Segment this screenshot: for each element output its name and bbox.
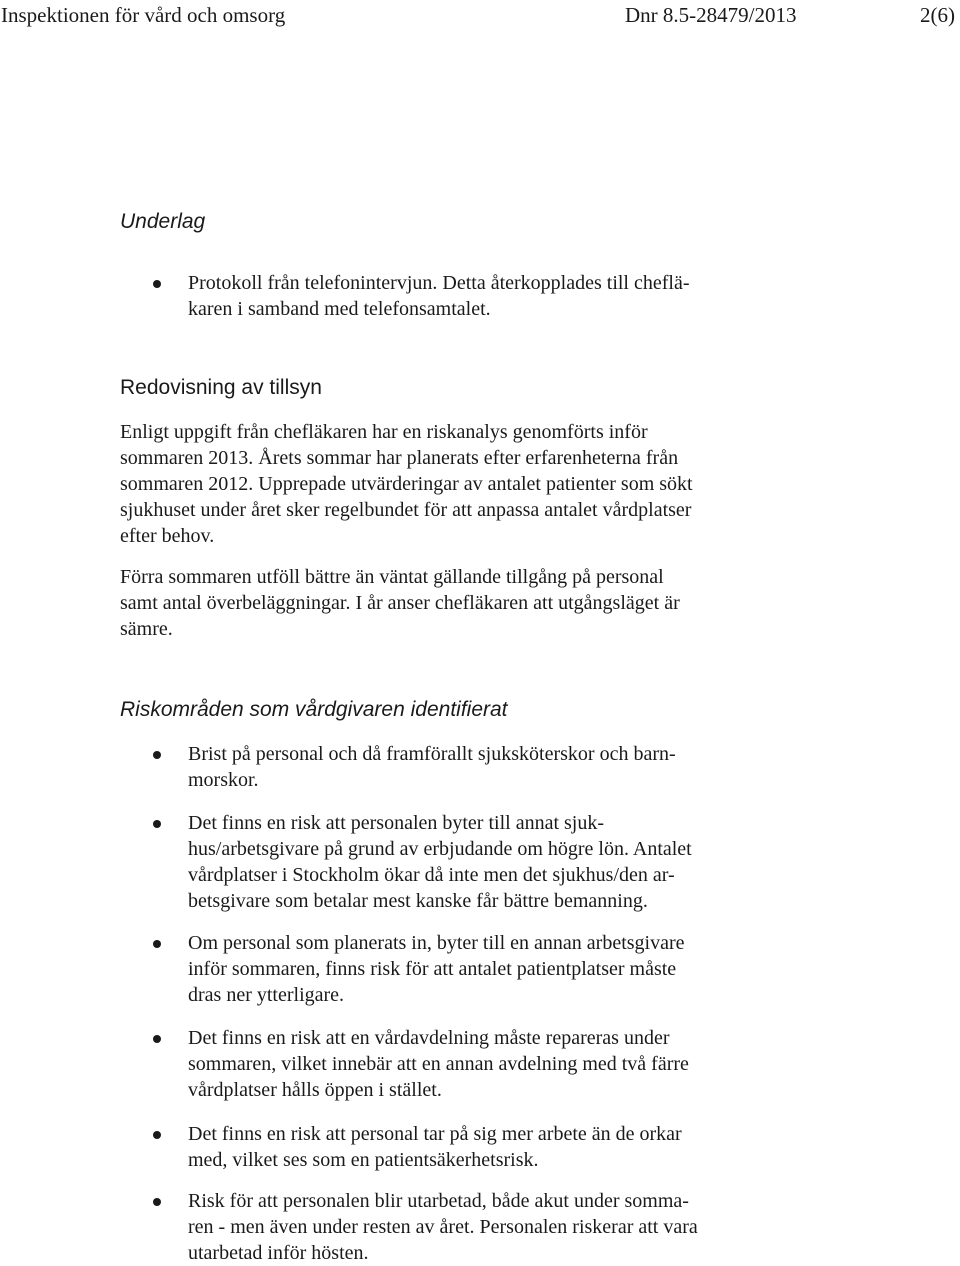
paragraph-line: Enligt uppgift från chefläkaren har en riskanalys genomförts inför [120, 421, 648, 443]
paragraph-line: sommaren 2013. Årets sommar har planerats efter erfarenheterna från [120, 447, 679, 469]
list-item-line: Det finns en risk att en vårdavdelning måste repareras under [188, 1027, 670, 1049]
list-item-line: ren - men även under resten av året. Personalen riskerar att vara [188, 1216, 698, 1238]
list-item-line: Risk för att personalen blir utarbetad, både akut under somma- [188, 1190, 689, 1212]
list-item-line: sommaren, vilket innebär att en annan avdelning med två färre [188, 1053, 689, 1075]
list-item-line: vårdplatser hålls öppen i stället. [188, 1079, 442, 1101]
list-item-line: karen i samband med telefonsamtalet. [188, 298, 491, 320]
page-header [0, 2, 960, 28]
paragraph-line: sommaren 2012. Upprepade utvärderingar av antalet patienter som sökt [120, 473, 693, 495]
list-item-line: morskor. [188, 769, 259, 791]
bullet-icon [153, 1035, 161, 1043]
list-item-line: Det finns en risk att personalen byter till annat sjuk- [188, 812, 605, 834]
list-item-line: vårdplatser i Stockholm ökar då inte men det sjukhus/den ar- [188, 864, 675, 886]
list-item-line: betsgivare som betalar mest kanske får bättre bemanning. [188, 890, 648, 912]
list-item-line: Om personal som planerats in, byter till en annan arbetsgivare [188, 932, 685, 954]
list-item-line: dras ner ytterligare. [188, 984, 345, 1006]
paragraph-line: efter behov. [120, 525, 215, 547]
paragraph-redovisning-2 [120, 564, 780, 642]
organization-name: Inspektionen för vård och omsorg [1, 3, 286, 27]
list-item-line: Protokoll från telefonintervjun. Detta återkopplades till cheflä- [188, 272, 690, 294]
bullet-icon [153, 1131, 161, 1139]
paragraph-line: sjukhuset under året sker regelbundet för att anpassa antalet vårdplatser [120, 499, 692, 521]
list-item-line: utarbetad inför hösten. [188, 1242, 369, 1264]
paragraph-line: Förra sommaren utföll bättre än väntat gällande tillgång på personal [120, 566, 664, 588]
heading-underlag: Underlag [120, 210, 206, 233]
list-item-line: Det finns en risk att personal tar på sig mer arbete än de orkar [188, 1123, 682, 1145]
paragraph-line: samt antal överbeläggningar. I år anser chefläkaren att utgångsläget är [120, 592, 680, 614]
list-item-line: Brist på personal och då framförallt sjuksköterskor och barn- [188, 743, 676, 765]
page-number: 2(6) [920, 3, 955, 27]
document-number: Dnr 8.5-28479/2013 [625, 3, 797, 27]
heading-redovisning: Redovisning av tillsyn [120, 376, 322, 399]
bullet-icon [153, 751, 161, 759]
bullet-icon [153, 1198, 161, 1206]
list-item-line: inför sommaren, finns risk för att antalet patientplatser måste [188, 958, 677, 980]
heading-riskomraden: Riskområden som vårdgivaren identifierat [120, 698, 508, 721]
bullet-icon [153, 280, 161, 288]
list-item-line: hus/arbetsgivare på grund av erbjudande om högre lön. Antalet [188, 838, 692, 860]
paragraph-line: sämre. [120, 618, 173, 640]
bullet-icon [153, 820, 161, 828]
bullet-icon [153, 940, 161, 948]
list-item-line: med, vilket ses som en patientsäkerhetsrisk. [188, 1149, 539, 1171]
paragraph-redovisning-1 [120, 419, 780, 549]
